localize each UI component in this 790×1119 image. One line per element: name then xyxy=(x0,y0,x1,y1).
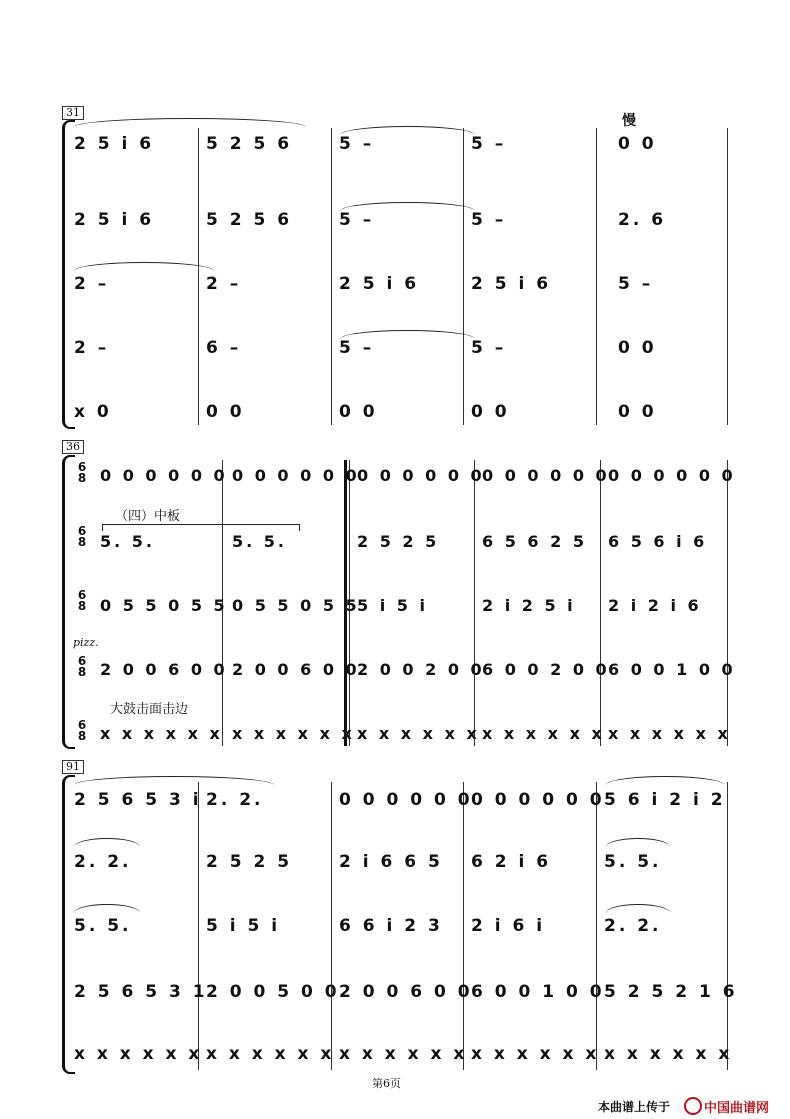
barline xyxy=(600,460,601,746)
note-group: 5 6 i 2 i 2 xyxy=(604,790,726,810)
time-signature: 6 8 xyxy=(77,588,87,613)
note-group: 0 0 0 0 0 0 xyxy=(357,466,485,485)
barline xyxy=(331,128,332,425)
note-group: 5. 5. xyxy=(74,916,132,936)
note-group: 2 5 i 6 xyxy=(74,134,155,154)
note-group: 0 0 0 0 0 0 xyxy=(100,466,228,485)
measure-number: 91 xyxy=(62,760,84,774)
slur xyxy=(74,776,274,785)
note-group: 5 2 5 2 1 6 xyxy=(604,982,738,1002)
note-group: 2 5 2 5 xyxy=(206,852,293,872)
note-group: 6 6 i 2 3 xyxy=(339,916,443,936)
note-group: 0 0 0 0 0 0 xyxy=(482,466,610,485)
slur xyxy=(606,904,670,913)
note-group: 6 0 0 1 0 0 xyxy=(608,660,736,679)
note-group: 2. 2. xyxy=(604,916,662,936)
upload-note: 本曲谱上传于 xyxy=(598,1100,671,1114)
note-group: 2 i 2 5 i xyxy=(482,596,576,615)
measure-number: 36 xyxy=(62,440,84,454)
note-group: 2 5 i 6 xyxy=(339,274,420,294)
barline xyxy=(463,128,464,425)
barline xyxy=(198,782,199,1070)
note-group: 5 – xyxy=(339,210,375,230)
note-group: 0 0 0 0 0 0 xyxy=(608,466,736,485)
note-group: 2 i 6 6 5 xyxy=(339,852,443,872)
barline xyxy=(727,782,728,1070)
note-group: 0 5 5 0 5 5 xyxy=(100,596,228,615)
section-label: （四）中板 xyxy=(115,509,181,524)
note-group: 2 5 6 5 3 1 xyxy=(74,982,208,1002)
page-number: 第6页 xyxy=(372,1077,401,1090)
slur xyxy=(606,776,724,785)
slur xyxy=(74,904,140,913)
note-group: 2 0 0 2 0 0 xyxy=(357,660,485,679)
tie xyxy=(102,524,300,531)
barline xyxy=(463,782,464,1070)
barline xyxy=(331,782,332,1070)
note-group: x x x x x x xyxy=(232,724,355,743)
barline xyxy=(727,460,728,746)
note-group: 0 0 0 0 0 0 xyxy=(232,466,360,485)
note-group: 5 2 5 6 xyxy=(206,134,293,154)
note-group: 2. 2. xyxy=(206,790,264,810)
note-group: x x x x x x xyxy=(357,724,480,743)
note-group: x x x x x x xyxy=(339,1044,468,1064)
note-group: 2 5 2 5 xyxy=(357,532,440,551)
note-group: 2 i 6 i xyxy=(471,916,546,936)
note-group: x 0 xyxy=(74,402,112,422)
note-group: x x x x x x xyxy=(471,1044,600,1064)
note-group: 2 5 i 6 xyxy=(74,210,155,230)
note-group: 0 5 5 0 5 5 xyxy=(232,596,360,615)
system-brace xyxy=(62,455,75,749)
note-group: 5 – xyxy=(471,210,507,230)
time-signature: 6 8 xyxy=(77,718,87,743)
note-group: 2 – xyxy=(74,274,110,294)
note-group: 6 5 6 2 5 xyxy=(482,532,587,551)
note-group: 2 – xyxy=(206,274,242,294)
note-group: 0 0 xyxy=(339,402,378,422)
note-group: 0 0 0 0 0 0 xyxy=(471,790,605,810)
note-group: x x x x x x xyxy=(100,724,223,743)
slur xyxy=(606,838,670,847)
note-group: 5 – xyxy=(618,274,654,294)
logo-icon xyxy=(684,1097,702,1115)
measure-number: 31 xyxy=(62,106,84,120)
note-group: 5 – xyxy=(339,134,375,154)
tempo-marking: 慢 xyxy=(622,113,636,129)
note-group: 6 2 i 6 xyxy=(471,852,552,872)
note-group: 2 5 6 5 3 i xyxy=(74,790,202,810)
site-name: 中国曲谱网 xyxy=(704,1101,770,1116)
note-group: 5 – xyxy=(471,134,507,154)
note-group: 6 – xyxy=(206,338,242,358)
note-group: 5 2 5 6 xyxy=(206,210,293,230)
note-group: 2. 2. xyxy=(74,852,132,872)
note-group: 2 0 0 6 0 0 xyxy=(339,982,473,1002)
time-signature: 6 8 xyxy=(77,524,87,549)
note-group: x x x x x x xyxy=(482,724,605,743)
note-group: x x x x x x xyxy=(206,1044,335,1064)
note-group: 0 0 xyxy=(618,338,657,358)
note-group: 2 0 0 6 0 0 xyxy=(232,660,360,679)
note-group: 6 0 0 2 0 0 xyxy=(482,660,610,679)
pizz-marking: pizz. xyxy=(73,636,99,649)
note-group: 2 5 i 6 xyxy=(471,274,552,294)
note-group: 2 i 2 i 6 xyxy=(608,596,702,615)
note-group: 5 i 5 i xyxy=(206,916,281,936)
time-signature: 6 8 xyxy=(77,460,87,485)
note-group: 6 0 0 1 0 0 xyxy=(471,982,605,1002)
note-group: 5 – xyxy=(471,338,507,358)
note-group: 5 i 5 i xyxy=(357,596,428,615)
note-group: x x x x x x xyxy=(74,1044,203,1064)
barline xyxy=(198,128,199,425)
slur xyxy=(74,118,306,127)
note-group: 5. 5. xyxy=(100,532,155,551)
note-group: 5 – xyxy=(339,338,375,358)
barline xyxy=(596,782,597,1070)
note-group: 5. 5. xyxy=(604,852,662,872)
drum-label: 大鼓击面击边 xyxy=(110,702,189,717)
barline xyxy=(474,460,475,746)
note-group: 0 0 xyxy=(618,134,657,154)
note-group: x x x x x x xyxy=(608,724,731,743)
slur xyxy=(74,838,140,847)
barline xyxy=(727,128,728,425)
note-group: 2 – xyxy=(74,338,110,358)
note-group: 6 5 6 i 6 xyxy=(608,532,708,551)
note-group: 5. 5. xyxy=(232,532,287,551)
note-group: 2 0 0 5 0 0 xyxy=(206,982,340,1002)
time-signature: 6 8 xyxy=(77,654,87,679)
note-group: 0 0 xyxy=(206,402,245,422)
slur xyxy=(74,262,214,271)
note-group: x x x x x x xyxy=(604,1044,733,1064)
note-group: 0 0 xyxy=(471,402,510,422)
site-logo[interactable] xyxy=(684,1097,769,1116)
note-group: 0 0 0 0 0 0 xyxy=(339,790,473,810)
note-group: 0 0 xyxy=(618,402,657,422)
note-group: 2 0 0 6 0 0 xyxy=(100,660,228,679)
note-group: 2. 6 xyxy=(618,210,667,230)
barline xyxy=(596,128,597,425)
